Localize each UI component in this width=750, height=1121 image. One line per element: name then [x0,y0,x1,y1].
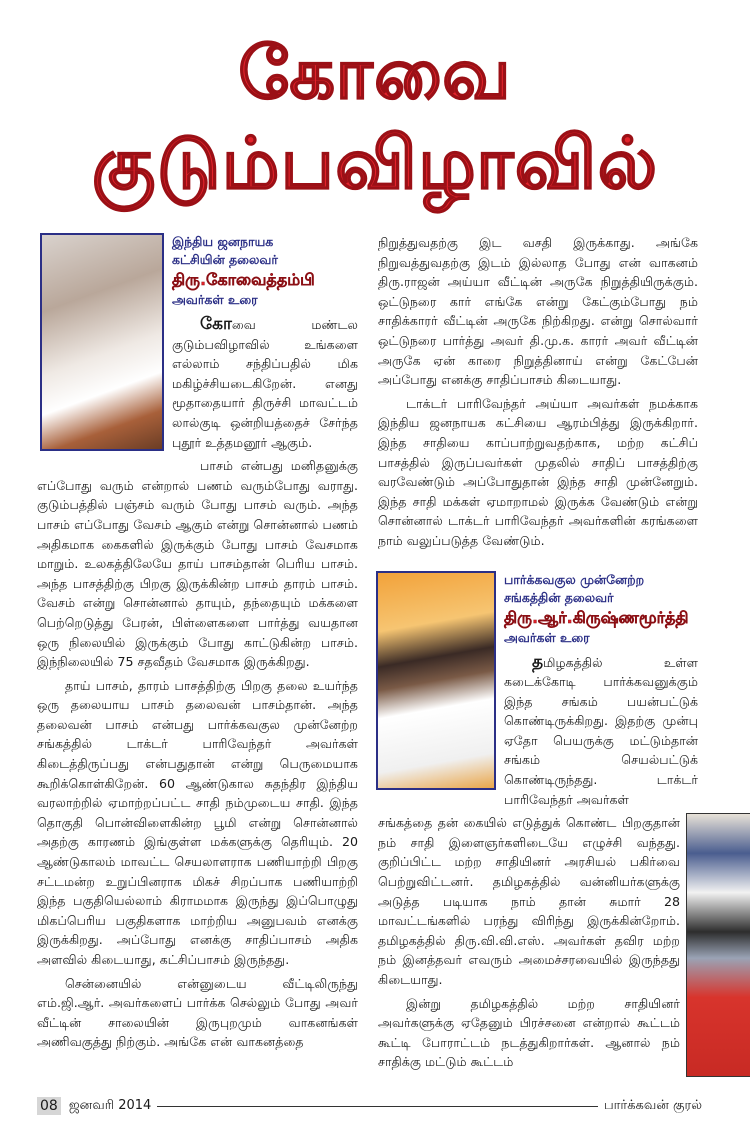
footer [37,1095,702,1117]
speaker2-name: திரு.ஆர்.கிருஷ்ணமூர்த்தி [504,607,689,627]
paragraph: சங்கத்தை தன் கையில் எடுத்துக் கொண்ட பிறகுதான் நம் சாதி இளைஞர்களிடையே எழுச்சி வந்தது. குறிப்பிட்ட மற்ற சாதியினர் அரசியல் பகிர்வை பெற்றுவிட்டனர். தமிழகத்தில் வன்னியர்களுக்கு அடுத்த படியாக நாம் தான் சுமார் 28 மாவட்டங்களில் பரந்து விரிந்து இருக்கின்றோம். தமிழகத்தில் திரு.வி.வி.எஸ். அவர்கள் தவிர மற்ற நம் இனத்தவர் எவரும் அமைச்சரவையில் இருந்தது கிடையாது. [378,815,680,987]
columns [0,233,750,1083]
paragraph: இன்று தமிழகத்தில் மற்ற சாதியினர் அவர்களுக்கு ஏதேனும் பிரச்சனை என்றால் கூட்டம் கூட்டி போராட்டம் நடத்துகிறார்கள். ஆனால் நம் சாதிக்கு மட்டும் கூட்டம் [378,995,680,1070]
drop-cap: த [532,651,544,672]
audience-photo [686,813,750,1077]
speaker1-name: திரு.கோவைத்தம்பி [172,270,315,289]
speaker2-section [378,571,698,1084]
speaker2-subtitle: அவர்கள் உரை [504,629,590,645]
page-number: 08 [37,1097,61,1115]
speaker1-photo [40,233,164,451]
speaker1-body-continued [378,233,698,551]
drop-cap: கோ [200,314,232,334]
speaker2-org-line2: சங்கத்தின் தலைவர் [504,589,614,605]
left-column [37,233,358,1056]
speaker1-body [37,456,358,1052]
speaker1-org-line1: இந்திய ஜனநாயக [172,234,274,249]
speaker1-org-line2: கட்சியின் தலைவர் [172,252,278,267]
paragraph: தாய் பாசம், தாரம் பாசத்திற்கு பிறகு தலை உயர்ந்த ஒரு தலையாய பாசம் தலைவன் பாசம்தான். அந்த தலைவன் பாசம் என்பது பார்க்கவகுல முன்னேற்ற சங்கத்தில் டாக்டர் பாரிவேந்தர் அவர்கள் கிடைத்திருப்பது என்பதுதான் என்று பெருமையாக கூறிக்கொள்கிறேன். 60 ஆண்டுகால சுதந்திர இந்திய வரலாற்றில் ஏமாற்றப்பட்ட சாதி நம்முடைய சாதி. இந்த தொகுதி பொன்விளைகின்ற பூமி என்று சொன்னால் அதற்கு காரணம் இங்குள்ள மக்களுக்கு தெரியும். 20 ஆண்டுகாலம் மாவட்ட செயலாளராக பணியாற்றி பிறகு சட்டமன்ற உறுப்பினராக மிகச் சிறப்பாக பணியாற்றி இந்த பகுதியெல்லாம் கிராமமாக இருந்து இப்பொழுது மிகப்பெரிய பகுதிகளாக மாற்றிய அனுபவம் எனக்கு இருக்கிறது. அப்போது எனக்கு சாதிப்பாசம் அதிக அளவில் கிடையாது, கட்சிப்பாசம் இருந்தது. [37,677,358,967]
paragraph: டாக்டர் பாரிவேந்தர் அய்யா அவர்கள் நமக்காக இந்திய ஜனநாயக கட்சியை ஆரம்பித்து இருக்கிறார். இந்த சாதியை காப்பாற்றுவதற்காக, மற்ற கட்சிப் பாசத்தில் இருப்பவர்கள் முதலில் சாதிப் பாசத்திற்கு வரவேண்டும் அப்போதுதான் இந்த சாதி முன்னேறும். இந்த சாதி மக்கள் ஏமாறாமல் இருக்க வேண்டும் என்று சொன்னால் டாக்டர் பாரிவேந்தர் அவர்களின் கரங்களை நாம் வலுப்படுத்த வேண்டும். [378,395,698,548]
speaker2-body [378,813,698,1072]
paragraph: நிறுத்துவதற்கு இட வசதி இருக்காது. அங்கே நிறுவத்துவதற்கு இடம் இல்லாத போது என் வாகனம் திரு.ராஜன் அய்யா வீட்டின் அருகே நிறுத்தியிருக்கும். ஒட்டுநரை கார் எங்கே என்று கேட்கும்போது நம் சாதிக்காரர் வீட்டின் அருகே நிற்கிறது. என்று சொல்வார் ஒட்டுநரை பார்த்து அவர் தி.மு.க. காரர் அவர் வீட்டின் அருகே ஏன் காரை நிறுத்தினாய் என்று கேட்பேன் அப்போது எனக்கு சாதிப்பாசம் கிடையாது. [378,235,698,388]
footer-divider [157,1106,598,1107]
speaker2-photo [376,571,496,790]
issue-date: ஜனவரி 2014 [68,1098,152,1114]
magazine-name: பார்க்கவன் குரல் [603,1098,702,1114]
speaker2-org-line1: பார்க்கவகுல முன்னேற்ற [504,571,645,587]
intro-text: வை மண்டல குடும்பவிழாவில் உங்களை எல்லாம் சந்திப்பதில் மிக மகிழ்ச்சியடைகிறேன். எனது மூதாதையார் திருச்சி மாவட்டம் லால்குடி ஒன்றியத்தைச் சேர்ந்த புதூர் உத்தமனூர் ஆகும். [172,317,358,450]
intro-text: மிழகத்தில் உள்ள கடைக்கோடி பார்க்கவனுக்கும் இந்த சங்கம் பயன்பட்டுக் கொண்டிருக்கிறது. இதற்கு முன்பு ஏதோ பெயருக்கு மட்டும்தான் சங்கம் செயல்பட்டுக் கொண்டிருந்தது. டாக்டர் பாரிவேந்தர் அவர்கள் [504,654,698,807]
right-column [378,233,698,1083]
paragraph: பாசம் என்பது மனிதனுக்கு எப்போது வரும் என்றால் பணம் வரும்போது வராது. குடும்பத்தில் பஞ்சம் வரும் போது பாசம் வரும். அந்த பாசம் எப்போது வேசம் ஆகும் என்று சொன்னால் பணம் அதிகமாக கைகளில் இருக்கும் போது பாசம் வேசமாக மாறும். உலகத்திலேயே தாய் பாசம்தான் பெரிய பாசம். அந்த பாசத்திற்கு பிறகு இருக்கின்ற பாசம் தாரம் பாசம். வேசம் என்று சொன்னால் தாயும், தந்தையும் மக்களை பெற்றெடுத்து பேரன், பிள்ளைகளை பார்த்து வயதான ஒரு நிலையில் இருக்கும் போது காட்டுகின்ற பாசம். இந்நிலையில் 75 சதவீதம் வேசமாக இருக்கிறது. [37,458,358,670]
page-title: கோவை குடும்பவிழாவில் [91,31,659,205]
paragraph: சென்னையில் என்னுடைய வீட்டிலிருந்து எம்.ஜி.ஆர். அவர்களைப் பார்க்க செல்லும் போது அவர் வீட்டின் சாலையின் இருபுறமும் வாகனங்கள் அணிவகுத்து நிற்கும். அங்கே என் வாகனத்தை [37,975,358,1050]
speaker1-subtitle: அவர்கள் உரை [172,292,258,307]
